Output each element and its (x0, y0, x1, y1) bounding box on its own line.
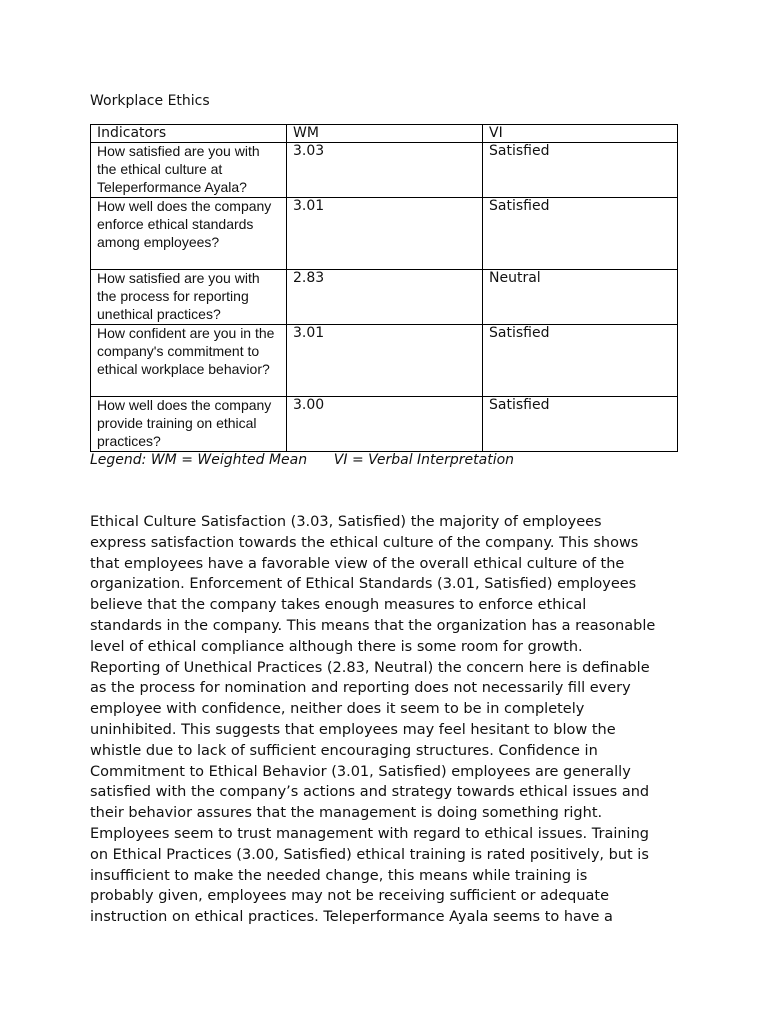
ethics-table (90, 124, 678, 452)
page-title: Workplace Ethics (90, 93, 210, 109)
paragraph-line: probably given, employees may not be receiving sufficient or adequate (90, 888, 610, 905)
table-row (91, 143, 678, 198)
table-legend: Legend: WM = Weighted Mean VI = Verbal Interpretation (90, 452, 515, 468)
paragraph-line: their behavior assures that the management is doing something right. (90, 805, 603, 822)
body-paragraph (90, 512, 690, 928)
table-header-row (91, 125, 678, 143)
paragraph-line: believe that the company takes enough measures to enforce ethical (90, 597, 587, 614)
paragraph-line: level of ethical compliance although there is some room for growth. (90, 638, 583, 655)
paragraph-line: express satisfaction towards the ethical culture of the company. This shows (90, 534, 639, 551)
indicator-cell: How satisfied are you with the process for reporting unethical practices? (91, 270, 287, 325)
header-vi: VI (483, 125, 678, 143)
paragraph-line: satisfied with the company’s actions and strategy towards ethical issues and (90, 784, 650, 801)
vi-cell: Neutral (483, 270, 678, 325)
paragraph-line: organization. Enforcement of Ethical Standards (3.01, Satisfied) employees (90, 576, 637, 593)
paragraph-line: uninhibited. This suggests that employees may feel hesitant to blow the (90, 721, 616, 738)
vi-cell: Satisfied (483, 397, 678, 452)
wm-cell: 3.00 (287, 397, 483, 452)
paragraph-line: instruction on ethical practices. Teleperformance Ayala seems to have a (90, 909, 613, 926)
table-row (91, 325, 678, 397)
wm-cell: 2.83 (287, 270, 483, 325)
table-row (91, 397, 678, 452)
paragraph-line: Commitment to Ethical Behavior (3.01, Satisfied) employees are generally (90, 763, 631, 780)
vi-cell: Satisfied (483, 143, 678, 198)
indicator-cell: How satisfied are you with the ethical culture at Teleperformance Ayala? (91, 143, 287, 198)
paragraph-line: Employees seem to trust management with regard to ethical issues. Training (90, 825, 649, 842)
paragraph-line: whistle due to lack of sufficient encouraging structures. Confidence in (90, 742, 598, 759)
paragraph-line: standards in the company. This means that the organization has a reasonable (90, 617, 656, 634)
paragraph-line: Reporting of Unethical Practices (2.83, Neutral) the concern here is definable (90, 659, 650, 676)
header-indicators: Indicators (91, 125, 287, 143)
table-row (91, 270, 678, 325)
paragraph-line: Ethical Culture Satisfaction (3.03, Satisfied) the majority of employees (90, 514, 602, 530)
header-wm: WM (287, 125, 483, 143)
paragraph-line: that employees have a favorable view of the overall ethical culture of the (90, 555, 625, 572)
wm-cell: 3.03 (287, 143, 483, 198)
table-row (91, 198, 678, 270)
paragraph-line: employee with confidence, neither does it seem to be in completely (90, 701, 585, 718)
wm-cell: 3.01 (287, 198, 483, 270)
vi-cell: Satisfied (483, 198, 678, 270)
vi-cell: Satisfied (483, 325, 678, 397)
indicator-cell: How confident are you in the company's commitment to ethical workplace behavior? (91, 325, 287, 397)
paragraph-line: insufficient to make the needed change, this means while training is (90, 867, 588, 884)
indicator-cell: How well does the company enforce ethical standards among employees? (91, 198, 287, 270)
wm-cell: 3.01 (287, 325, 483, 397)
paragraph-line: as the process for nomination and reporting does not necessarily fill every (90, 680, 631, 697)
indicator-cell: How well does the company provide training on ethical practices? (91, 397, 287, 452)
paragraph-line: on Ethical Practices (3.00, Satisfied) ethical training is rated positively, but is (90, 846, 649, 863)
